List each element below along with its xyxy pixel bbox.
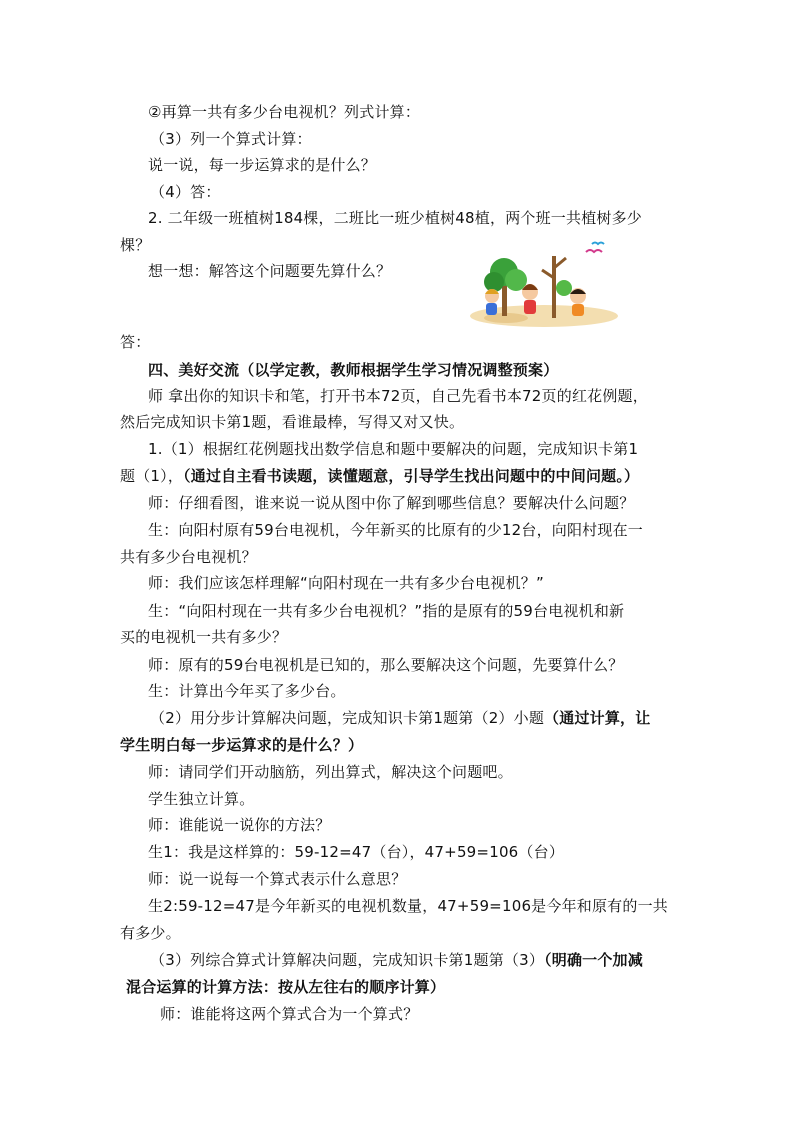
bold-note: 学生明白每一步运算求的是什么？） (120, 736, 364, 754)
bold-note: （明确一个加减 (544, 951, 643, 969)
text-line: 买的电视机一共有多少？ (120, 628, 288, 646)
text-line (150, 950, 643, 970)
text-line (150, 708, 650, 728)
text-line: 师：原有的59台电视机是已知的，那么要解决这个问题，先要算什么？ (148, 656, 624, 674)
text-line: 然后完成知识卡第1题，看谁最棒，写得又对又快。 (120, 413, 465, 431)
text-line: 生：计算出今年买了多少台。 (148, 682, 346, 700)
text-line: 生1：我是这样算的：59-12=47（台），47+59=106（台） (148, 843, 565, 861)
text-line: 师 拿出你的知识卡和笔，打开书本72页，自己先看书本72页的红花例题， (148, 387, 648, 405)
text-line: 师：请同学们开动脑筋，列出算式，解决这个问题吧。 (148, 763, 513, 781)
text-span: 题（1）， (120, 467, 184, 485)
text-line: 师：我们应该怎样理解“向阳村现在一共有多少台电视机？” (148, 574, 544, 592)
text-span: （2）用分步计算解决问题，完成知识卡第1题第（2）小题 (150, 709, 545, 727)
text-line: 1.（1）根据红花例题找出数学信息和题中要解决的问题，完成知识卡第1 (148, 440, 639, 458)
text-line: 有多少。 (120, 924, 181, 942)
text-line: 师：谁能将这两个算式合为一个算式？ (160, 1005, 419, 1023)
text-line: 棵？ (120, 236, 151, 254)
text-line: 师：仔细看图，谁来说一说从图中你了解到哪些信息？要解决什么问题？ (148, 494, 635, 512)
text-line: 共有多少台电视机？ (120, 548, 257, 566)
bold-note: （通过计算，让 (544, 709, 651, 727)
bold-note: 混合运算的计算方法：按从左往右的顺序计算） (126, 978, 446, 996)
text-line: （4）答： (150, 183, 221, 201)
text-line: 学生独立计算。 (148, 790, 255, 808)
text-line (120, 466, 639, 486)
text-span: （3）列综合算式计算解决问题，完成知识卡第1题第（3） (150, 951, 545, 969)
text-line: 2. 二年级一班植树184棵，二班比一班少植树48植，两个班一共植树多少 (148, 209, 642, 227)
text-line: 说一说，每一步运算求的是什么？ (148, 156, 377, 174)
text-line: 师：说一说每一个算式表示什么意思？ (148, 870, 407, 888)
children-playing-illustration (466, 234, 618, 328)
text-line: 师：谁能说一说你的方法？ (148, 816, 331, 834)
text-line: ②再算一共有多少台电视机？列式计算： (148, 103, 421, 121)
text-line: 生：“向阳村现在一共有多少台电视机？”指的是原有的59台电视机和新 (148, 602, 625, 620)
text-line: 想一想：解答这个问题要先算什么？ (148, 262, 392, 280)
bold-note: （通过自主看书读题，读懂题意，引导学生找出问题中的中间问题。） (183, 467, 640, 485)
section-heading: 四、美好交流（以学定教，教师根据学生学习情况调整预案） (148, 361, 559, 379)
text-line: 生：向阳村原有59台电视机，今年新买的比原有的少12台，向阳村现在一 (148, 521, 643, 539)
text-line: （3）列一个算式计算： (150, 130, 312, 148)
text-line: 答： (120, 333, 151, 351)
text-line: 生2:59-12=47是今年新买的电视机数量，47+59=106是今年和原有的一共 (148, 897, 668, 915)
